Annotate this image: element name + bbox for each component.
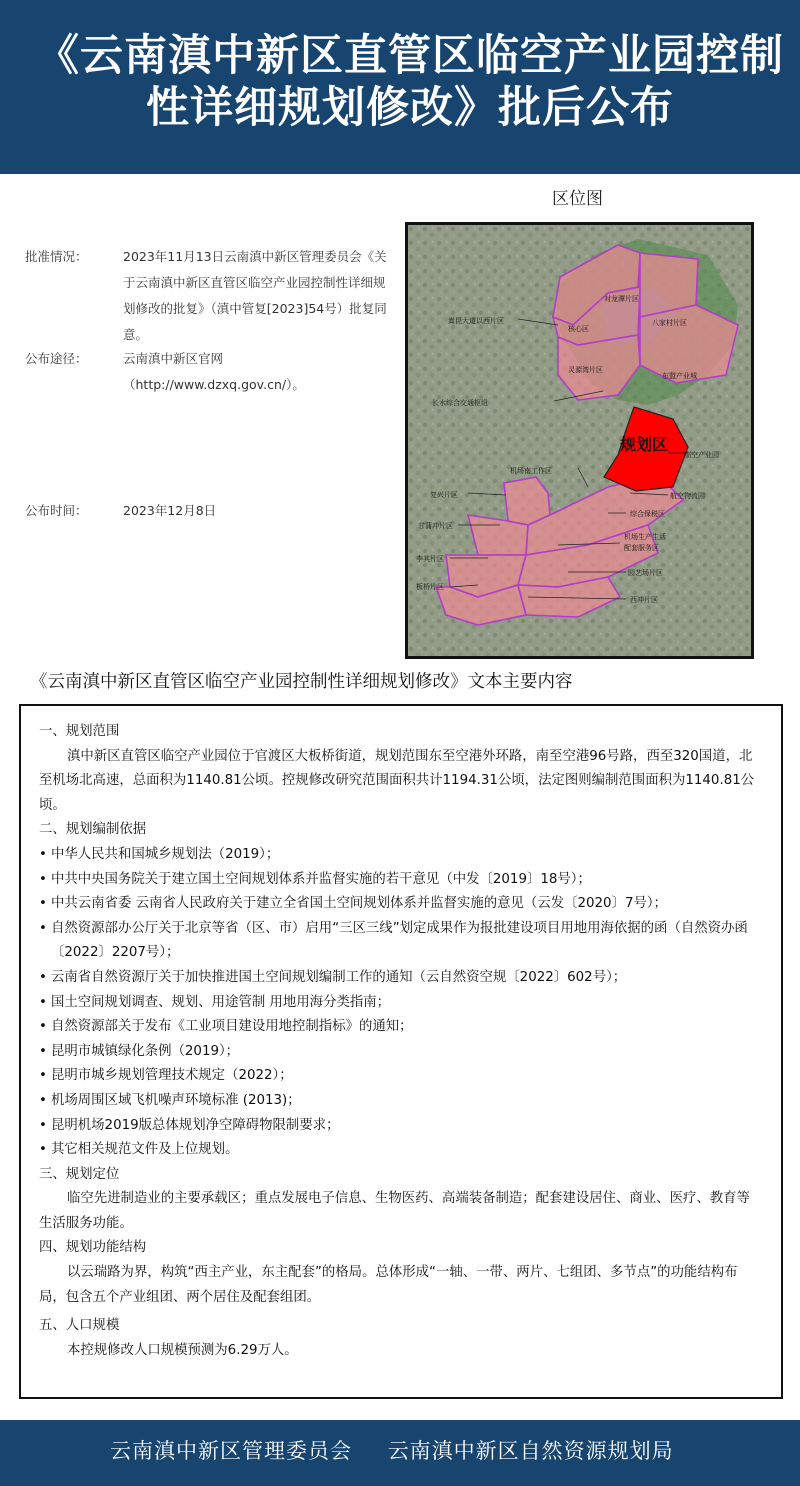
basis-item: • 昆明市城乡规划管理技术规定（2022）； (39, 1064, 761, 1089)
planning-zone-label: 规划区 (620, 435, 669, 454)
map-label-changshui: 长水综合交通枢纽 (432, 399, 488, 407)
footer-org-bureau: 云南滇中新区自然资源规划局 (387, 1439, 674, 1463)
map-label-liqi: 李其片区 (416, 555, 444, 563)
channel-text: 云南滇中新区官网（http://www.dzxq.gov.cn/）。 (123, 351, 305, 392)
map-label-lingyuanwan: 灵源湾片区 (568, 366, 603, 374)
content-box (19, 704, 783, 1399)
section-1-body: 滇中新区直管区临空产业园位于官渡区大板桥街道，规划范围东至空港外环路，南至空港96号路，西至320国道，北至机场北高速，总面积为1140.81公顷。控规修改研究范围面积共计1194.31公顷，法定图则编制范围面积为1140.81公顷。 (39, 748, 755, 813)
map-label-jichang-shenghuo: 机场生产生活 (624, 533, 666, 541)
map-label-fuxing: 复兴片区 (430, 491, 458, 499)
section-5-title: 五、人口规模 (39, 1318, 120, 1334)
map-label-zonghe: 综合保税区 (630, 510, 665, 518)
basis-item: • 自然资源部关于发布《工业项目建设用地控制指标》的通知； (39, 1015, 761, 1040)
section-3-title: 三、规划定位 (39, 1166, 120, 1182)
basis-item: • 国土空间规划调查、规划、用途管制 用地用海分类指南； (39, 991, 761, 1016)
section-3-body: 临空先进制造业的主要承载区；重点发展电子信息、生物医药、高端装备制造；配套建设居住、商业、医疗、教育等生活服务功能。 (39, 1191, 750, 1231)
content-heading: 《云南滇中新区直管区临空产业园控制性详细规划修改》文本主要内容 (30, 672, 573, 692)
date-row (25, 498, 395, 524)
basis-item: • 自然资源部办公厅关于北京等省（区、市）启用“三区三线”划定成果作为报批建设项目用地用海依据的函（自然资办函〔2022〕2207号）； (39, 917, 761, 966)
map-label-bajiacun: 八家村片区 (652, 319, 687, 327)
location-map (405, 222, 754, 659)
map-label-peitao: 配套服务区 (624, 544, 659, 552)
page-title: 《云南滇中新区直管区临空产业园控制性详细规划修改》批后公布 (36, 31, 784, 133)
basis-item: • 中华人民共和国城乡规划法（2019）； (39, 843, 761, 868)
section-5-body: 本控规修改人口规模预测为6.29万人。 (67, 1342, 298, 1358)
basis-item: • 中共中央国务院关于建立国土空间规划体系并监督实施的若干意见（中发〔2019〕18号）； (39, 868, 761, 893)
map-label-hangkong: 航空物流园 (670, 492, 705, 500)
footer-org-committee: 云南滇中新区管理委员会 (110, 1439, 352, 1463)
footer-banner (0, 1420, 800, 1486)
map-label-yuanyi: 园艺场片区 (628, 569, 663, 577)
map-label-songming: 嵩昆大道以西片区 (448, 317, 504, 325)
map-label-dongwang: 东盟产业城 (662, 372, 697, 380)
map-label-banqiao: 板桥片区 (416, 583, 444, 591)
header-banner (0, 0, 800, 174)
channel-row (25, 346, 395, 402)
date-text: 2023年12月8日 (123, 503, 217, 518)
map-caption: 区位图 (552, 189, 603, 209)
date-label: 公布时间： (25, 503, 88, 518)
basis-item: • 其它相关规范文件及上位规划。 (39, 1138, 761, 1163)
footer-orgs (110, 1434, 790, 1468)
announcement-info (25, 244, 395, 524)
approval-label: 批准情况： (25, 249, 88, 264)
map-label-hexin: 核心区 (568, 325, 589, 333)
location-map-svg (408, 225, 751, 656)
section-4-body: 以云瑞路为界，构筑“西主产业，东主配套”的格局。总体形成“一轴、一带、两片、七组团、多节点”的功能结构布局，包含五个产业组团、两个居住及配套组团。 (39, 1265, 738, 1305)
basis-item: • 云南省自然资源厅关于加快推进国土空间规划编制工作的通知（云自然资空规〔2022〕602号）； (39, 966, 761, 991)
basis-item: • 昆明市城镇绿化条例（2019）； (39, 1040, 761, 1065)
map-label-duilongtan: 对龙潭片区 (604, 295, 639, 303)
section-2-title: 二、规划编制依据 (39, 822, 147, 838)
approval-row (25, 244, 395, 344)
channel-label: 公布途径： (25, 351, 88, 366)
basis-item: • 昆明机场2019版总体规划净空障碍物限制要求； (39, 1114, 761, 1139)
section-4-title: 四、规划功能结构 (39, 1240, 147, 1256)
approval-text: 2023年11月13日云南滇中新区管理委员会《关于云南滇中新区直管区临空产业园控制性详细规划修改的批复》（滇中管复[2023]54号）批复同意。 (123, 249, 387, 342)
section-1-title: 一、规划范围 (39, 724, 120, 739)
map-label-jichangdong: 机场南工作区 (510, 467, 552, 475)
basis-item: • 中共云南省委 云南省人民政府关于建立全省国土空间规划体系并监督实施的意见（云发〔2020〕7号）； (39, 892, 761, 917)
map-label-ganhaichong: 甘蒲冲片区 (418, 522, 453, 530)
basis-item: • 机场周围区域飞机噪声环境标准 (2013)； (39, 1089, 761, 1114)
map-label-linkong: 临空产业园 (684, 451, 719, 459)
map-label-xiyong: 西冲片区 (630, 596, 658, 604)
